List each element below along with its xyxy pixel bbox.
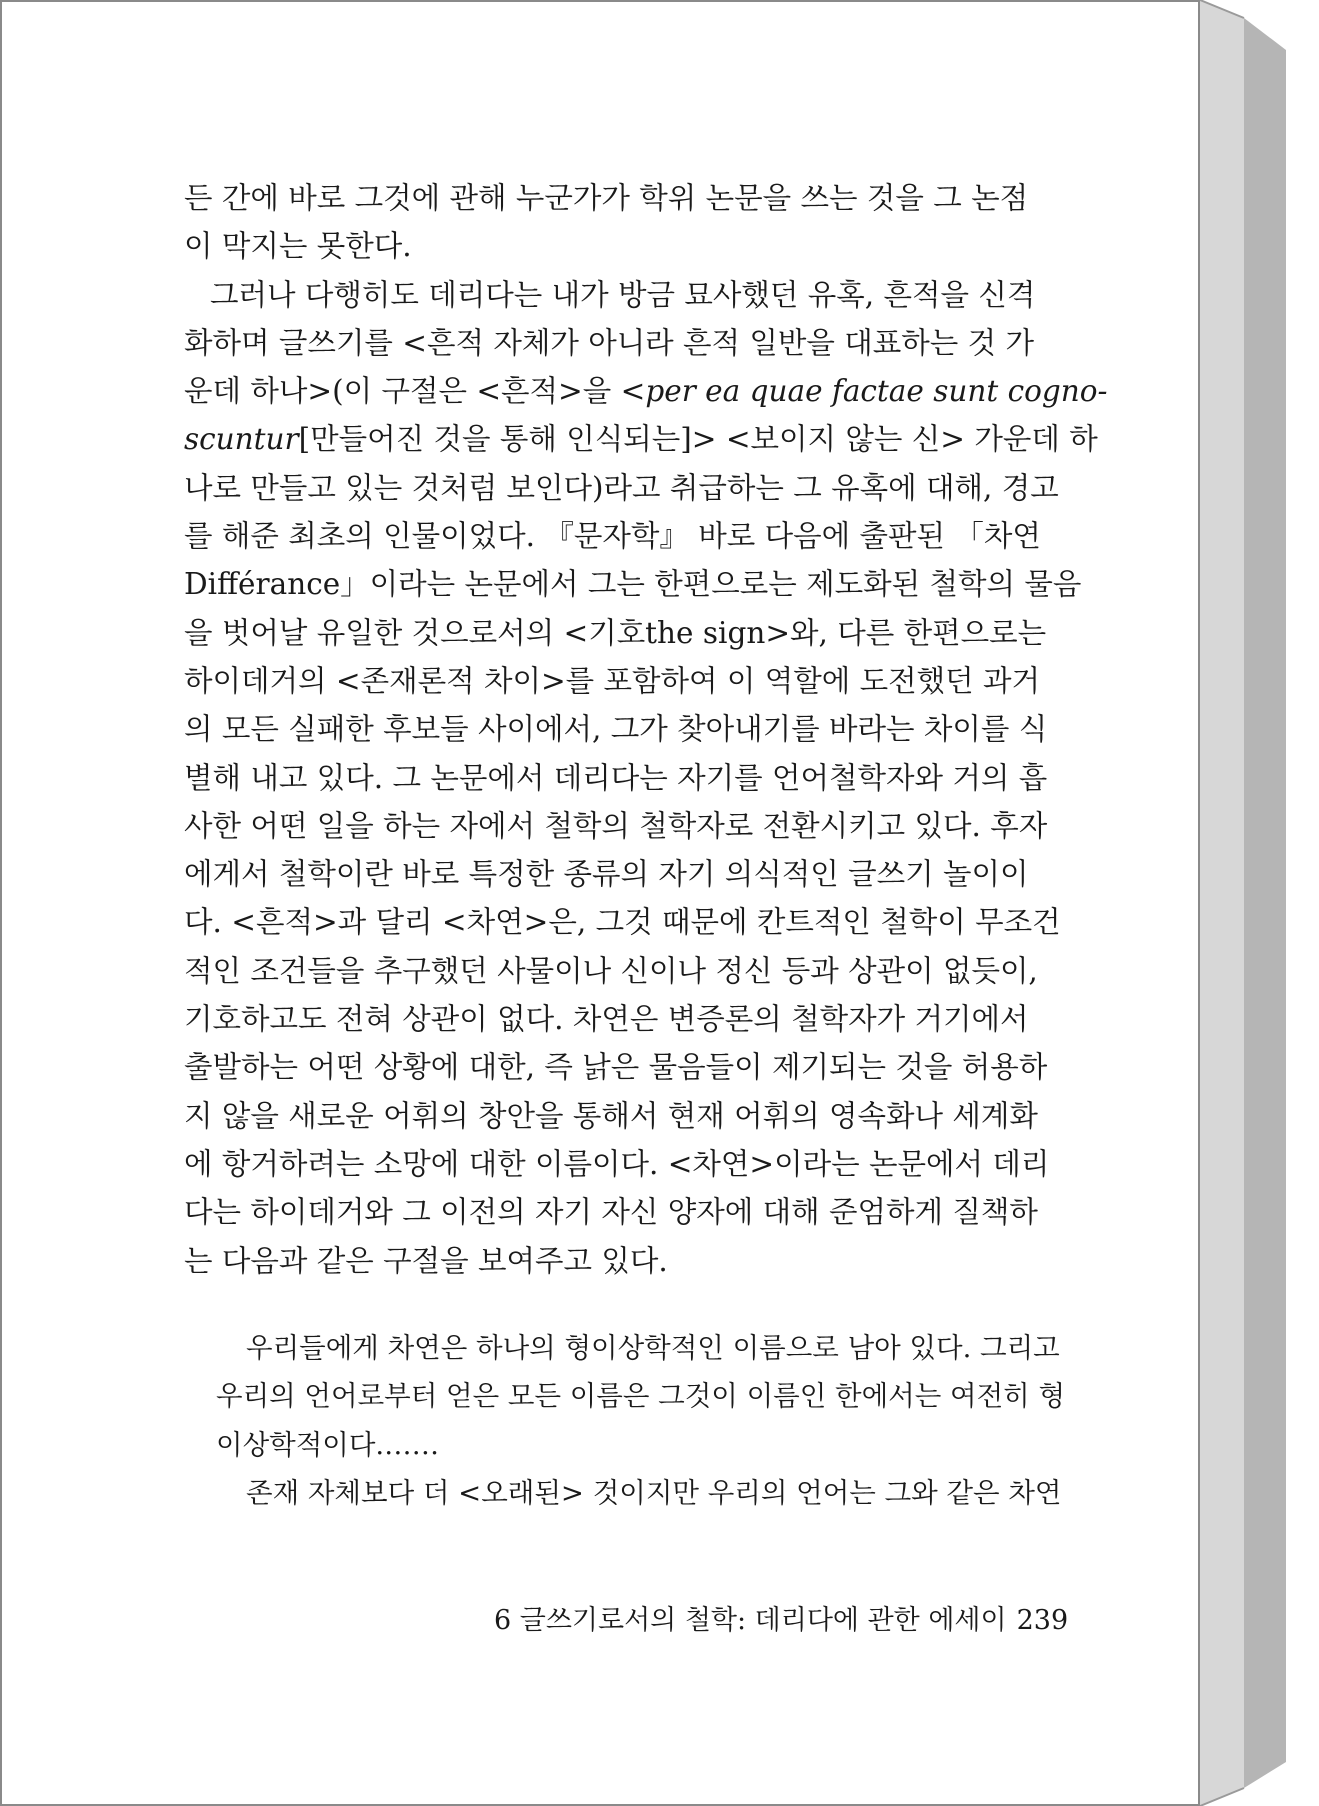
text-line: 별해 내고 있다. 그 논문에서 데리다는 자기를 언어철학자와 거의 흡 (184, 760, 1048, 795)
text-line-latin: scuntur[만들어진 것을 통해 인식되는]> <보이지 않는 신> 가운데 하 (184, 422, 1098, 457)
book-spine-side (1200, 0, 1244, 1806)
book-spine-back (1244, 18, 1286, 1788)
text-line: 에게서 철학이란 바로 특정한 종류의 자기 의식적인 글쓰기 놀이이 (184, 857, 1029, 892)
text-line: 출발하는 어떤 상황에 대한, 즉 낡은 물음들이 제기되는 것을 허용하 (184, 1050, 1048, 1085)
quote-line: 우리의 언어로부터 얻은 모든 이름은 그것이 이름인 한에서는 여전히 형 (216, 1380, 1066, 1413)
text-line: 하이데거의 <존재론적 차이>를 포함하여 이 역할에 도전했던 과거 (184, 663, 1040, 698)
quote-line: 이상학적이다.…… (216, 1428, 440, 1461)
text-line: 사한 어떤 일을 하는 자에서 철학의 철학자로 전환시키고 있다. 후자 (184, 808, 1048, 843)
text-line: 든 간에 바로 그것에 관해 누군가가 학위 논문을 쓰는 것을 그 논점 (184, 181, 1029, 215)
spine-edge-top (1200, 0, 1244, 18)
text-line: 을 벗어날 유일한 것으로서의 <기호the sign>와, 다른 한편으로는 (184, 615, 1047, 650)
latin-phrase: per ea quae factae sunt cogno- (645, 374, 1108, 409)
text-line: 그러나 다행히도 데리다는 내가 방금 묘사했던 유혹, 흔적을 신격 (210, 277, 1036, 312)
text-line: 기호하고도 전혀 상관이 없다. 차연은 변증론의 철학자가 거기에서 (184, 1002, 1029, 1037)
body-text (184, 174, 1108, 1285)
text-line: 지 않을 새로운 어휘의 창안을 통해서 현재 어휘의 영속화나 세계화 (184, 1098, 1038, 1133)
running-head: 6 글쓰기로서의 철학: 데리다에 관한 에세이 (494, 1605, 1007, 1636)
text-line: 적인 조건들을 추구했던 사물이나 신이나 정신 등과 상관이 없듯이, (184, 953, 1038, 988)
text-line: 나로 만들고 있는 것처럼 보인다)라고 취급하는 그 유혹에 대해, 경고 (184, 470, 1059, 505)
text-line: 이 막지는 못한다. (184, 229, 412, 264)
text-line: 다는 하이데거와 그 이전의 자기 자신 양자에 대해 준엄하게 질책하 (184, 1195, 1038, 1230)
quote-line: 존재 자체보다 더 <오래된> 것이지만 우리의 언어는 그와 같은 차연 (246, 1476, 1062, 1509)
text-line: 화하며 글쓰기를 <흔적 자체가 아니라 흔적 일반을 대표하는 것 가 (184, 325, 1035, 360)
text-line-latin: 운데 하나>(이 구절은 <흔적>을 <per ea quae factae sunt cogno- (184, 374, 1108, 409)
page-number: 239 (1016, 1605, 1069, 1636)
spine-edge-bottom (1200, 1788, 1244, 1806)
text-line: Différance」이라는 논문에서 그는 한편으로는 제도화된 철학의 물음 (184, 567, 1082, 602)
text-line: 는 다음과 같은 구절을 보여주고 있다. (184, 1243, 668, 1278)
latin-phrase: scuntur (184, 422, 299, 457)
text-line: 다. <흔적>과 달리 <차연>은, 그것 때문에 칸트적인 철학이 무조건 (184, 905, 1061, 940)
text-line: 를 해준 최초의 인물이었다. 『문자학』 바로 다음에 출판된 「차연 (184, 519, 1041, 554)
block-quote (216, 1324, 1066, 1517)
text-line: 의 모든 실패한 후보들 사이에서, 그가 찾아내기를 바라는 차이를 식 (184, 712, 1048, 747)
page-footer (494, 1598, 1068, 1637)
quote-line: 우리들에게 차연은 하나의 형이상학적인 이름으로 남아 있다. 그리고 (246, 1332, 1060, 1364)
text-line: 에 항거하려는 소망에 대한 이름이다. <차연>이라는 논문에서 데리 (184, 1146, 1050, 1181)
